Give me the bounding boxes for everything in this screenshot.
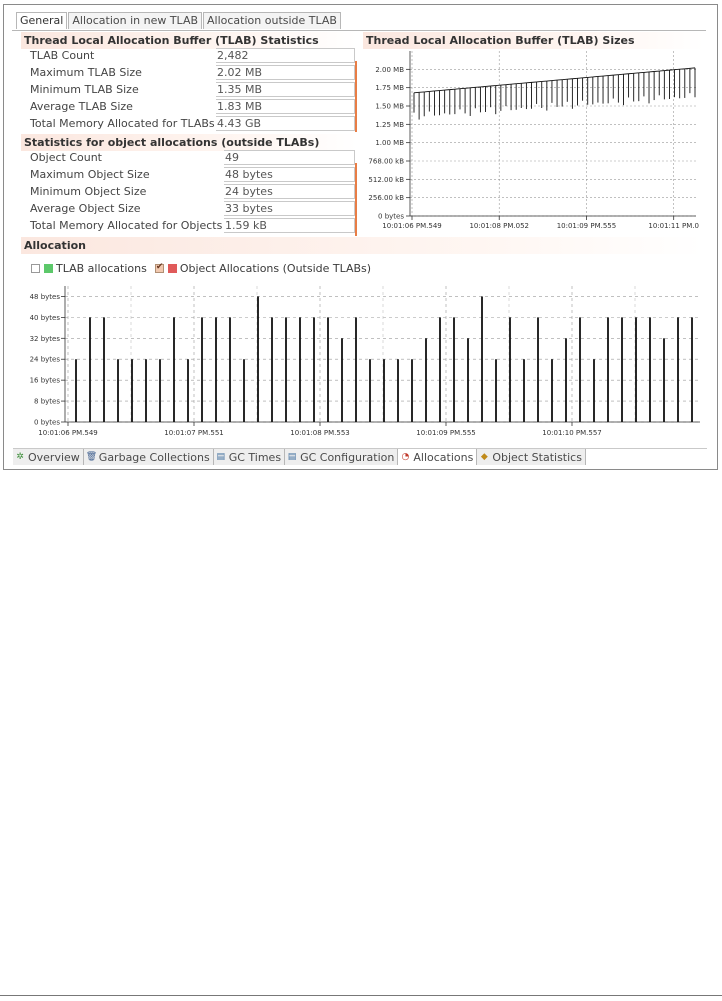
stat-row-total-tlab-memory [23,116,355,133]
allocation-bar [481,296,483,422]
stat-value: 4.43 GB [216,116,355,131]
allocation-bar [327,317,329,422]
allocation-bar [201,317,203,422]
allocation-bar [565,338,567,422]
allocation-bar [453,317,455,422]
y-tick-label: 2.00 MB [375,65,404,74]
tlab-allocations-checkbox[interactable] [31,264,40,273]
gc-config-icon: ▤ [287,452,297,462]
page-bottom-rule [0,995,722,996]
tlab-allocations-swatch [44,264,53,273]
tlab-stats-scroll-indicator[interactable] [355,61,357,132]
tab-allocation-in-new-tlab[interactable]: Allocation in new TLAB [68,12,202,29]
y-tick-label: 256.00 kB [368,194,404,203]
tab-divider [12,30,706,31]
allocation-bar [285,317,287,422]
x-tick-label: 10:01:09 PM.555 [416,429,476,437]
x-tick-label: 10:01:06 PM.549 [382,222,442,230]
allocation-bar [145,359,147,422]
object-allocations-swatch [168,264,177,273]
bottom-tab-gc-configuration[interactable] [285,449,398,465]
stat-value: 1.59 kB [224,218,355,233]
allocation-bar [159,359,161,422]
stat-row-min-object-size [23,184,355,201]
allocation-bar [369,359,371,422]
allocation-bar [677,317,679,422]
bottom-tab-label: Overview [28,450,80,464]
tab-allocation-outside-tlab[interactable]: Allocation outside TLAB [203,12,341,29]
stat-value: 2,482 [216,48,355,63]
allocation-bar [439,317,441,422]
bottom-tab-allocations[interactable] [398,449,477,465]
y-tick-label: 1.25 MB [375,120,404,129]
allocation-bar [313,317,315,422]
object-stats-scroll-indicator[interactable] [355,163,357,236]
stat-value: 2.02 MB [216,65,355,80]
stat-value: 24 bytes [224,184,355,199]
bottom-tab-label: Object Statistics [492,450,582,464]
y-tick-label: 40 bytes [29,313,60,322]
y-tick-label: 8 bytes [34,397,60,406]
trash-icon: 🗑 [85,452,98,462]
x-tick-label: 10:01:09 PM.555 [556,222,617,230]
allocation-bar [621,317,623,422]
allocation-bar [537,317,539,422]
allocation-bar [593,359,595,422]
stat-row-avg-tlab-size [23,99,355,116]
allocation-bar [229,317,231,422]
gc-times-icon: ▤ [216,452,225,462]
allocation-bar [187,359,189,422]
object-statistics-table [23,150,355,235]
allocation-bar [89,317,91,422]
tlab-sizes-header: Thread Local Allocation Buffer (TLAB) Sizes [363,32,704,49]
allocation-bar [425,338,427,422]
allocation-bar [257,296,259,422]
tab-general[interactable]: General [16,12,67,29]
bottom-tab-garbage-collections[interactable] [84,449,214,465]
stat-value: 33 bytes [224,201,355,216]
stat-value: 49 [224,150,355,165]
stat-row-avg-object-size [23,201,355,218]
allocation-header: Allocation [21,237,704,254]
bottom-tab-object-statistics[interactable] [477,449,586,465]
y-tick-label: 0 bytes [378,212,404,221]
y-tick-label: 48 bytes [29,292,60,301]
allocation-bar [243,359,245,422]
allocation-bar [355,317,357,422]
stat-label: Minimum TLAB Size [30,83,139,96]
stat-label: TLAB Count [30,49,95,62]
tlab-statistics-header: Thread Local Allocation Buffer (TLAB) Statistics [21,32,357,49]
allocation-chart [21,282,706,444]
stat-label: Minimum Object Size [30,185,147,198]
allocation-bar [75,359,77,422]
y-tick-label: 1.75 MB [375,84,404,93]
stat-row-tlab-count [23,48,355,65]
y-tick-label: 768.00 kB [368,157,404,166]
allocation-bar [495,359,497,422]
stat-row-total-object-memory [23,218,355,235]
overview-icon: ✲ [16,452,24,462]
allocation-bar [467,338,469,422]
stat-label: Total Memory Allocated for Objects [30,219,223,232]
y-tick-label: 1.00 MB [375,139,404,148]
stat-row-min-tlab-size [23,82,355,99]
y-tick-label: 1.50 MB [375,102,404,111]
y-tick-label: 32 bytes [29,334,60,343]
allocation-bar [173,317,175,422]
allocation-bar [523,359,525,422]
x-tick-label: 10:01:08 PM.553 [290,429,350,437]
object-stats-icon: ◆ [480,452,488,462]
sub-tab-bar [16,12,342,30]
allocation-bar [271,317,273,422]
bottom-tab-gc-times[interactable] [214,449,285,465]
stat-row-object-count [23,150,355,167]
allocations-icon: ◔ [401,452,410,462]
tlab-allocations-label: TLAB allocations [56,262,147,275]
allocation-bar [117,359,119,422]
stat-label: Object Count [30,151,102,164]
allocation-bar [411,359,413,422]
x-tick-label: 10:01:07 PM.551 [164,429,224,437]
allocation-bar [397,359,399,422]
allocation-bar [299,317,301,422]
bottom-tab-label: Allocations [413,450,474,464]
x-tick-label: 10:01:06 PM.549 [38,429,98,437]
stat-row-max-tlab-size [23,65,355,82]
tlab-sizes-svg [363,49,706,234]
stat-value: 48 bytes [224,167,355,182]
allocation-bar [383,359,385,422]
x-tick-label: 10:01:08 PM.052 [469,222,529,230]
stat-label: Total Memory Allocated for TLABs [30,117,215,130]
bottom-tab-label: Garbage Collections [98,450,210,464]
stat-label: Maximum Object Size [30,168,150,181]
allocation-legend [31,262,371,275]
bottom-tab-bar [13,448,707,466]
allocation-bar [131,359,133,422]
bottom-tab-overview[interactable] [13,449,84,465]
tlab-statistics-table [23,48,355,133]
bottom-tab-label: GC Times [228,450,282,464]
allocation-bar [509,317,511,422]
y-tick-label: 0 bytes [34,418,60,427]
bottom-tab-label: GC Configuration [300,450,395,464]
y-tick-label: 512.00 kB [368,175,404,184]
stat-value: 1.35 MB [216,82,355,97]
stat-label: Maximum TLAB Size [30,66,142,79]
allocation-bar [635,317,637,422]
allocation-bar [215,317,217,422]
allocation-bar [551,359,553,422]
allocation-bar [691,317,693,422]
allocation-bar [649,317,651,422]
stat-row-max-object-size [23,167,355,184]
y-tick-label: 24 bytes [29,355,60,364]
stat-label: Average Object Size [30,202,141,215]
x-tick-label: 10:01:11 PM.0 [648,222,699,230]
allocation-bar [103,317,105,422]
tlab-sizes-chart [363,49,706,234]
allocation-bar [341,338,343,422]
allocation-bar [663,338,665,422]
allocation-svg [21,282,706,444]
allocation-bar [579,317,581,422]
y-tick-label: 16 bytes [29,376,60,385]
allocation-bar [607,317,609,422]
object-allocations-label: Object Allocations (Outside TLABs) [179,262,372,275]
object-statistics-header: Statistics for object allocations (outside TLABs) [21,134,357,151]
object-allocations-checkbox[interactable] [155,264,164,273]
x-tick-label: 10:01:10 PM.557 [542,429,602,437]
stat-label: Average TLAB Size [30,100,133,113]
stat-value: 1.83 MB [216,99,355,114]
